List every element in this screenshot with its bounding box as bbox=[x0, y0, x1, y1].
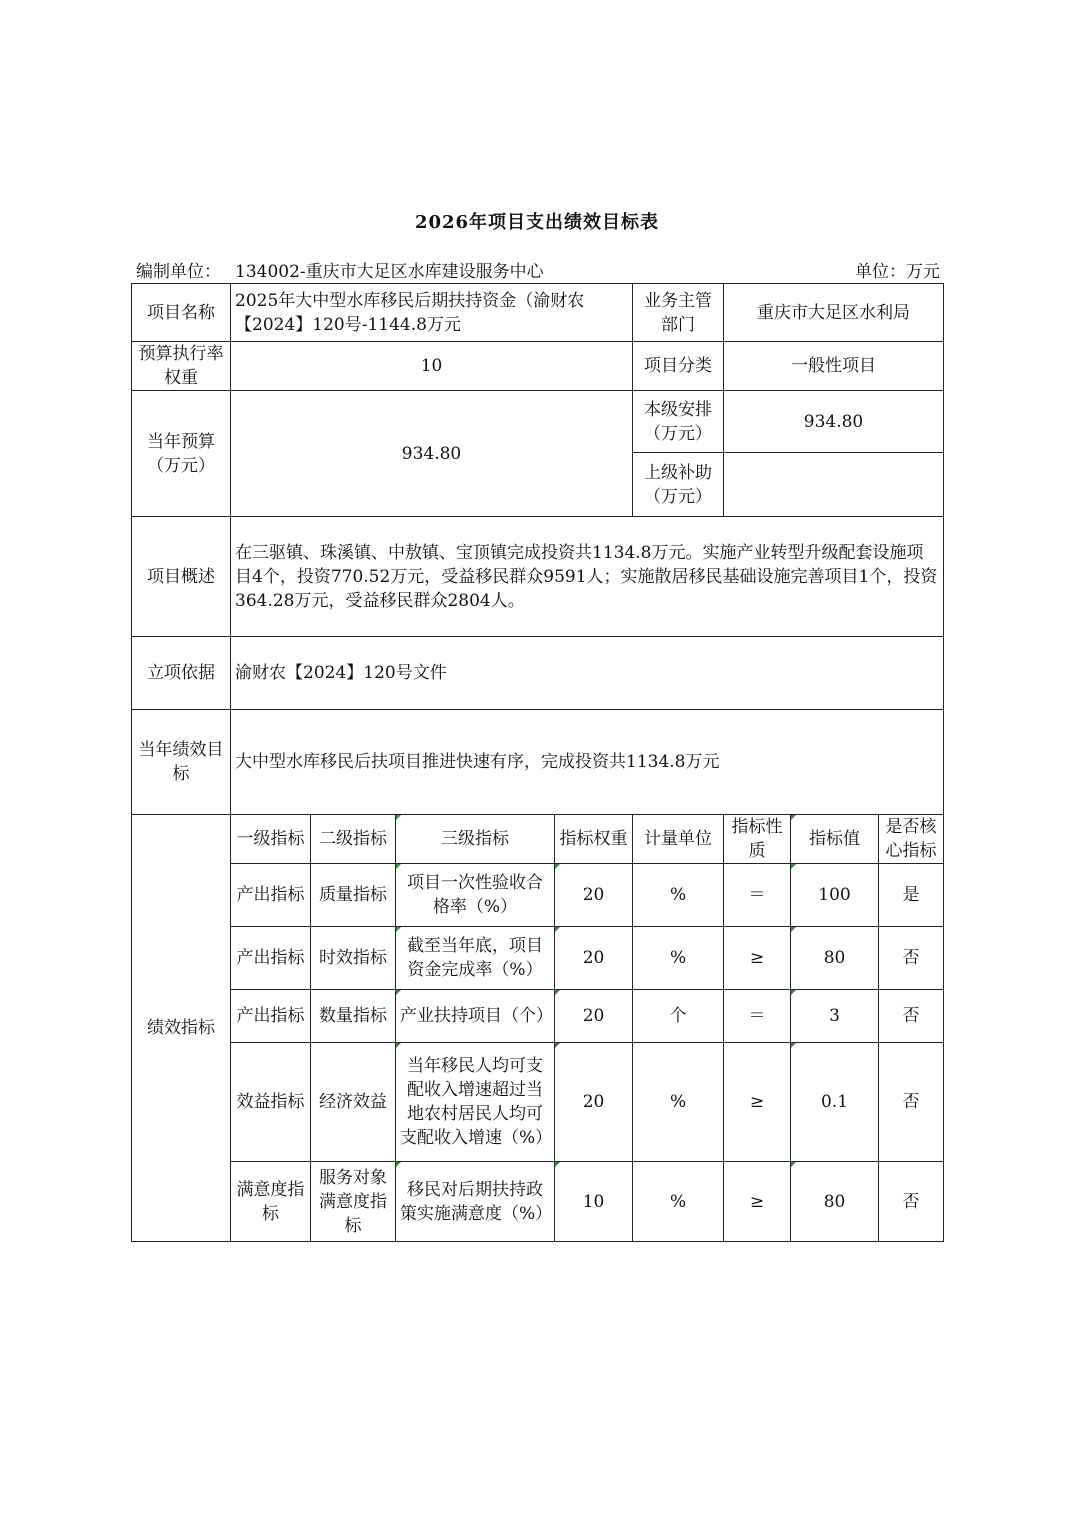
indicator-nature: ＝ bbox=[724, 990, 791, 1043]
indicator-header: 指标值 bbox=[791, 815, 879, 864]
indicator-level2: 数量指标 bbox=[311, 990, 396, 1043]
basis-label: 立项依据 bbox=[132, 637, 231, 710]
indicator-row bbox=[132, 927, 944, 990]
overview-label: 项目概述 bbox=[132, 517, 231, 637]
indicator-nature: ≥ bbox=[724, 1162, 791, 1242]
category-label: 项目分类 bbox=[633, 342, 724, 391]
indicator-header: 指标性质 bbox=[724, 815, 791, 864]
annual-goal-value: 大中型水库移民后扶项目推进快速有序，完成投资共1134.8万元 bbox=[231, 710, 944, 815]
project-name-label: 项目名称 bbox=[132, 284, 231, 342]
indicator-level3: 项目一次性验收合格率（%） bbox=[396, 864, 555, 927]
local-budget-label: 本级安排（万元） bbox=[633, 391, 724, 453]
budget-label: 当年预算（万元） bbox=[132, 391, 231, 517]
indicator-level3: 当年移民人均可支配收入增速超过当地农村居民人均可支配收入增速（%） bbox=[396, 1043, 555, 1162]
compiling-unit bbox=[136, 257, 544, 282]
indicator-core: 是 bbox=[879, 864, 944, 927]
page-title: 2026年项目支出绩效目标表 bbox=[414, 212, 660, 233]
indicator-unit: % bbox=[633, 1162, 724, 1242]
indicator-unit: 个 bbox=[633, 990, 724, 1043]
indicator-level3: 移民对后期扶持政策实施满意度（%） bbox=[396, 1162, 555, 1242]
dept-value: 重庆市大足区水利局 bbox=[724, 284, 944, 342]
indicator-core: 否 bbox=[879, 990, 944, 1043]
indicator-value: 80 bbox=[791, 1162, 879, 1242]
indicator-header: 是否核心指标 bbox=[879, 815, 944, 864]
annual-goal-label: 当年绩效目标 bbox=[132, 710, 231, 815]
indicator-weight: 20 bbox=[555, 864, 633, 927]
indicator-header: 二级指标 bbox=[311, 815, 396, 864]
indicator-header: 一级指标 bbox=[231, 815, 311, 864]
indicator-level1: 产出指标 bbox=[231, 927, 311, 990]
indicator-level2: 质量指标 bbox=[311, 864, 396, 927]
indicator-level2: 经济效益 bbox=[311, 1043, 396, 1162]
indicator-unit: % bbox=[633, 927, 724, 990]
indicator-core: 否 bbox=[879, 1162, 944, 1242]
indicator-level3: 截至当年底，项目资金完成率（%） bbox=[396, 927, 555, 990]
indicator-row bbox=[132, 1043, 944, 1162]
indicator-core: 否 bbox=[879, 927, 944, 990]
upper-subsidy-value bbox=[724, 453, 944, 517]
indicator-weight: 20 bbox=[555, 927, 633, 990]
compiling-unit-value: 134002-重庆市大足区水库建设服务中心 bbox=[235, 262, 544, 282]
indicator-level2: 服务对象满意度指标 bbox=[311, 1162, 396, 1242]
dept-label: 业务主管部门 bbox=[633, 284, 724, 342]
project-name-value: 2025年大中型水库移民后期扶持资金（渝财农【2024】120号-1144.8万元 bbox=[231, 284, 633, 342]
weight-value: 10 bbox=[231, 342, 633, 391]
indicators-section-label: 绩效指标 bbox=[132, 815, 231, 1242]
indicator-value: 0.1 bbox=[791, 1043, 879, 1162]
indicator-level2: 时效指标 bbox=[311, 927, 396, 990]
weight-label: 预算执行率权重 bbox=[132, 342, 231, 391]
indicator-header: 三级指标 bbox=[396, 815, 555, 864]
indicator-weight: 20 bbox=[555, 1043, 633, 1162]
category-value: 一般性项目 bbox=[724, 342, 944, 391]
indicator-row bbox=[132, 864, 944, 927]
indicator-header: 指标权重 bbox=[555, 815, 633, 864]
indicator-value: 3 bbox=[791, 990, 879, 1043]
indicator-value: 80 bbox=[791, 927, 879, 990]
currency-unit: 单位：万元 bbox=[855, 262, 940, 282]
indicator-unit: % bbox=[633, 864, 724, 927]
indicator-value: 100 bbox=[791, 864, 879, 927]
indicator-level1: 效益指标 bbox=[231, 1043, 311, 1162]
indicator-row bbox=[132, 990, 944, 1043]
upper-subsidy-label: 上级补助（万元） bbox=[633, 453, 724, 517]
compiling-unit-label: 编制单位： bbox=[136, 262, 221, 282]
indicator-nature: ＝ bbox=[724, 864, 791, 927]
basis-value: 渝财农【2024】120号文件 bbox=[231, 637, 944, 710]
indicator-weight: 10 bbox=[555, 1162, 633, 1242]
indicator-unit: % bbox=[633, 1043, 724, 1162]
indicator-level1: 产出指标 bbox=[231, 864, 311, 927]
indicator-header: 计量单位 bbox=[633, 815, 724, 864]
indicator-level3: 产业扶持项目（个） bbox=[396, 990, 555, 1043]
indicator-nature: ≥ bbox=[724, 1043, 791, 1162]
local-budget-value: 934.80 bbox=[724, 391, 944, 453]
indicator-level1: 产出指标 bbox=[231, 990, 311, 1043]
performance-target-table bbox=[131, 283, 944, 1242]
overview-value: 在三驱镇、珠溪镇、中敖镇、宝顶镇完成投资共1134.8万元。实施产业转型升级配套设施项目4个，投资770.52万元，受益移民群众9591人；实施散居移民基础设施完善项目1个，投资364.28万元，受益移民群众2804人。 bbox=[231, 517, 944, 637]
indicator-weight: 20 bbox=[555, 990, 633, 1043]
indicator-level1: 满意度指标 bbox=[231, 1162, 311, 1242]
indicator-core: 否 bbox=[879, 1043, 944, 1162]
indicator-row bbox=[132, 1162, 944, 1242]
budget-value: 934.80 bbox=[231, 391, 633, 517]
indicator-nature: ≥ bbox=[724, 927, 791, 990]
